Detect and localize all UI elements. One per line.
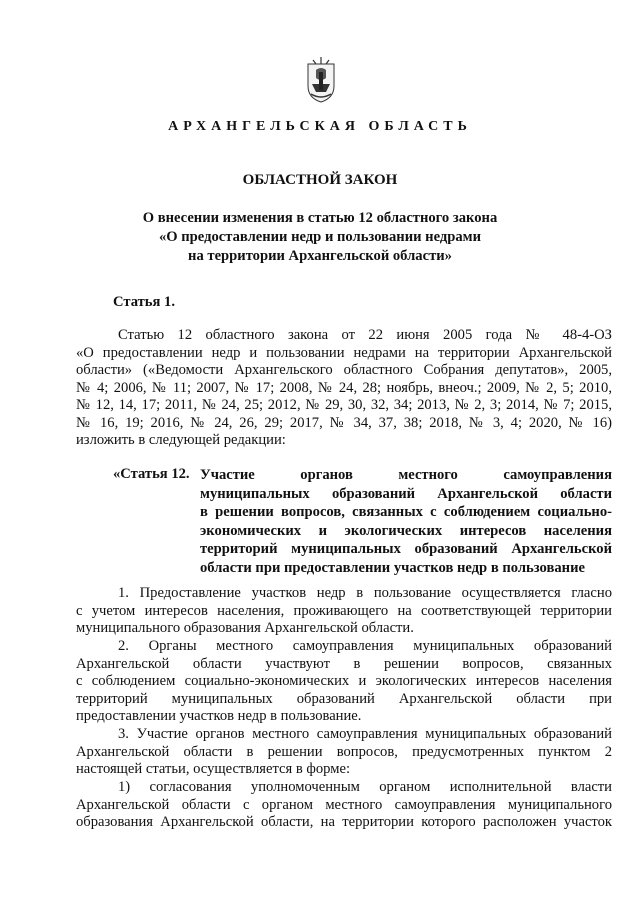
text-line: образования Архангельской области, на территории которого расположен участок xyxy=(76,814,612,830)
article-1-text xyxy=(76,327,612,450)
text-line: 1. Предоставление участков недр в пользование осуществляется гласно xyxy=(118,585,612,601)
text-line: 3. Участие органов местного самоуправления муниципальных образований xyxy=(118,726,612,742)
text-line: изложить в следующей редакции: xyxy=(76,432,286,448)
text-line: с учетом интересов населения, проживающего на соответствующей территории xyxy=(76,602,612,619)
title-line: в решении вопросов, связанных с соблюдением социально- xyxy=(200,504,612,520)
text-line: предоставлении участков недр в пользование. xyxy=(76,708,362,724)
text-line: «О предоставлении недр и пользовании недрами на территории Архангельской xyxy=(76,344,612,361)
text-line: № 12, 14, 17; 2011, № 24, 25; 2012, № 29, 30, 32, 34; 2013, № 2, 3; 2014, № 7; 2015, xyxy=(76,397,612,413)
text-line: Статью 12 областного закона от 22 июня 2005 года № 48-4-ОЗ xyxy=(118,327,612,343)
text-line: Архангельской области в решении вопросов, предусмотренных пунктом 2 xyxy=(76,743,612,760)
text-line: № 16, 19; 2016, № 24, 26, 29; 2017, № 34, 37, 38; 2018, № 3, 4; 2020, № 16) xyxy=(76,414,612,431)
title-line: области при предоставлении участков недр в пользование xyxy=(200,559,585,576)
text-line: Архангельской области с органом местного самоуправления муниципального xyxy=(76,796,612,813)
article-12-number: «Статья 12. xyxy=(113,466,190,482)
clause-2 xyxy=(76,638,612,726)
text-line: 2. Органы местного самоуправления муниципальных образований xyxy=(118,638,612,654)
text-line: настоящей статьи, осуществляется в форме: xyxy=(76,761,351,777)
law-subtitle xyxy=(120,209,520,266)
region-name: АРХАНГЕЛЬСКАЯ ОБЛАСТЬ xyxy=(168,119,472,134)
text-line: № 4; 2006, № 11; 2007, № 17; 2008, № 24, 28; ноябрь, внеоч.; 2009, № 2, 5; 2010, xyxy=(76,379,612,396)
text-line: Архангельской области участвуют в решении вопросов, связанных xyxy=(76,655,612,672)
text-line: области» («Ведомости Архангельского областного Собрания депутатов», 2005, xyxy=(76,362,612,378)
text-line: 1) согласования уполномоченным органом исполнительной власти xyxy=(118,779,612,795)
text-line: территорий муниципальных образований Архангельской области при xyxy=(76,690,612,707)
article-1-heading: Статья 1. xyxy=(113,294,175,310)
subtitle-line: О внесении изменения в статью 12 областного закона xyxy=(142,210,498,226)
title-line: Участие органов местного самоуправления xyxy=(200,467,612,483)
article-12-title xyxy=(200,466,612,577)
clause-3-item-1 xyxy=(76,779,612,832)
title-line: территорий муниципальных образований Архангельской xyxy=(200,541,612,557)
title-line: экономических и экологических интересов населения xyxy=(200,522,612,539)
subtitle-line: на территории Архангельской области» xyxy=(188,248,452,264)
coat-of-arms-icon xyxy=(304,56,338,104)
subtitle-line: «О предоставлении недр и пользовании недрами xyxy=(158,229,482,245)
document-type: ОБЛАСТНОЙ ЗАКОН xyxy=(242,172,398,188)
clause-3 xyxy=(76,726,612,779)
text-line: муниципального образования Архангельской области. xyxy=(76,620,414,636)
text-line: с соблюдением социально-экономических и экологических интересов населения xyxy=(76,673,612,689)
clause-1 xyxy=(76,585,612,638)
title-line: муниципальных образований Архангельской области xyxy=(200,485,612,502)
